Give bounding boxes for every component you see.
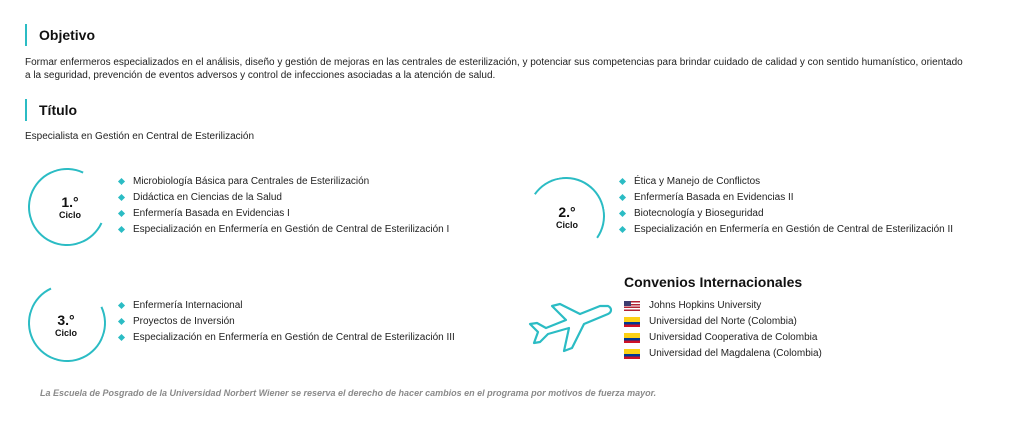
course-label: Especialización en Enfermería en Gestión de Central de Esterilización II: [634, 224, 954, 235]
agreement-name: Universidad del Norte (Colombia): [649, 316, 797, 327]
cycle-2-word: Ciclo: [555, 220, 578, 230]
course-item: [117, 206, 449, 222]
agreement-item: [624, 346, 822, 362]
cycle-3-number: 3.°: [57, 312, 75, 328]
course-item: [117, 314, 455, 330]
agreement-name: Johns Hopkins University: [649, 300, 762, 311]
bullet-diamond-icon: [118, 178, 125, 185]
course-item: [618, 206, 953, 222]
course-label: Didáctica en Ciencias de la Salud: [133, 192, 282, 203]
cycle-1-word: Ciclo: [58, 210, 81, 220]
bullet-diamond-icon: [118, 226, 125, 233]
course-item: [618, 190, 953, 206]
bullet-diamond-icon: [118, 194, 125, 201]
disclaimer-footnote: La Escuela de Posgrado de la Universidad Norbert Wiener se reserva el derecho de hacer cambios en el programa por motivos de fuerza mayor.: [40, 388, 657, 398]
title-text: Especialista en Gestión en Central de Esterilización: [25, 131, 255, 142]
cycle-3-word: Ciclo: [54, 328, 77, 338]
agreement-item: [624, 298, 822, 314]
course-label: Proyectos de Inversión: [133, 316, 235, 327]
flag-colombia-icon: [624, 333, 640, 343]
bullet-diamond-icon: [619, 194, 626, 201]
cycle-1-course-list: [117, 174, 449, 238]
bullet-diamond-icon: [118, 334, 125, 341]
bullet-diamond-icon: [118, 318, 125, 325]
cycle-3-course-list: [117, 298, 455, 346]
course-label: Especialización en Enfermería en Gestión de Central de Esterilización III: [133, 332, 455, 343]
course-item: [117, 330, 455, 346]
course-label: Microbiología Básica para Centrales de Esterilización: [133, 176, 370, 187]
flag-colombia-icon: [624, 317, 640, 327]
course-label: Ética y Manejo de Conflictos: [634, 176, 761, 187]
cycle-1-label: [40, 194, 100, 221]
agreements-heading: Convenios Internacionales: [624, 274, 803, 290]
flag-usa-icon: [624, 301, 640, 311]
flag-colombia-icon: [624, 349, 640, 359]
title-heading: Título: [25, 99, 77, 121]
agreement-name: Universidad del Magdalena (Colombia): [649, 348, 822, 359]
course-label: Enfermería Basada en Evidencias I: [133, 208, 290, 219]
course-item: [618, 174, 953, 190]
course-item: [618, 222, 953, 238]
course-item: [117, 190, 449, 206]
agreement-item: [624, 314, 822, 330]
cycle-2-label: [537, 204, 597, 231]
cycle-3-label: [36, 312, 96, 339]
course-item: [117, 222, 449, 238]
course-label: Enfermería Basada en Evidencias II: [634, 192, 794, 203]
agreements-list: [624, 298, 822, 362]
objective-heading: Objetivo: [25, 24, 95, 46]
course-label: Especialización en Enfermería en Gestión de Central de Esterilización I: [133, 224, 450, 235]
agreement-item: [624, 330, 822, 346]
agreement-name: Universidad Cooperativa de Colombia: [649, 332, 818, 343]
course-label: Enfermería Internacional: [133, 300, 243, 311]
bullet-diamond-icon: [619, 210, 626, 217]
bullet-diamond-icon: [118, 210, 125, 217]
course-item: [117, 298, 455, 314]
bullet-diamond-icon: [619, 226, 626, 233]
course-item: [117, 174, 449, 190]
objective-text: Formar enfermeros especializados en el análisis, diseño y gestión de mejoras en las centrales de esterilización, y potenciar sus competencias para brindar cuidado de calidad y con sentido humanístico, orientado a la seguridad, prevención de eventos adversos y control de infecciones asociadas a la atención de salud.: [25, 57, 963, 81]
cycle-2-number: 2.°: [558, 204, 576, 220]
airplane-icon: [526, 296, 614, 356]
cycle-1-number: 1.°: [61, 194, 79, 210]
bullet-diamond-icon: [118, 302, 125, 309]
course-label: Biotecnología y Bioseguridad: [634, 208, 764, 219]
bullet-diamond-icon: [619, 178, 626, 185]
cycle-2-course-list: [618, 174, 953, 238]
